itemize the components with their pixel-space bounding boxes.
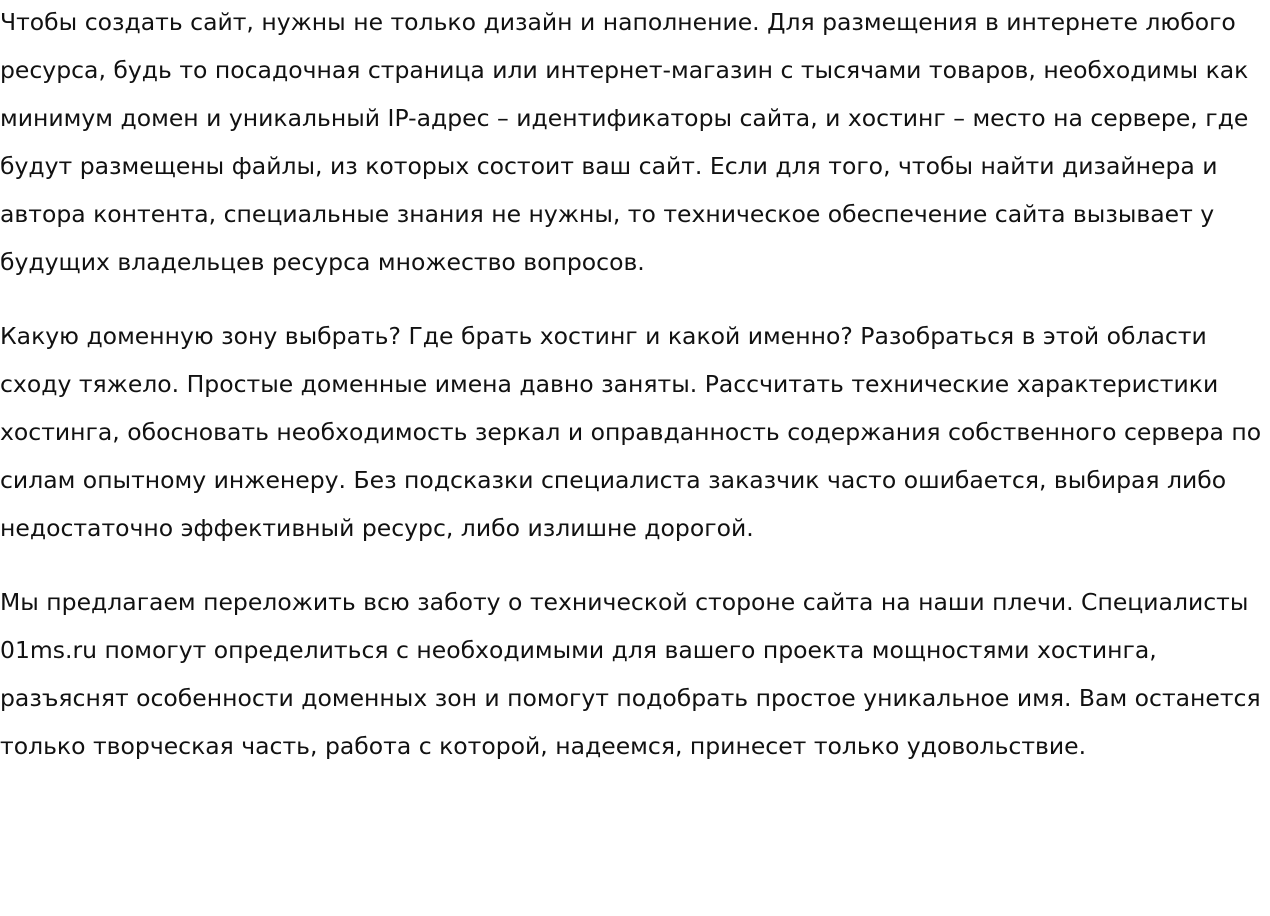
article-paragraph-1: Чтобы создать сайт, нужны не только дизайн и наполнение. Для размещения в интернете любого ресурса, будь то посадочная страница или интернет-магазин с тысячами товаров, необходимы как минимум домен и уникальный IP-адрес – идентификаторы сайта, и хостинг – место на сервере, где будут размещены файлы, из которых состоит ваш сайт. Если для того, чтобы найти дизайнера и автора контента, специальные знания не нужны, то техническое обеспечение сайта вызывает у будущих владельцев ресурса множество вопросов.	[0, 8, 1249, 276]
article-paragraph-2: Какую доменную зону выбрать? Где брать хостинг и какой именно? Разобраться в этой области сходу тяжело. Простые доменные имена давно заняты. Рассчитать технические характеристики хостинга, обосновать необходимость зеркал и оправданность содержания собственного сервера по силам опытному инженеру. Без подсказки специалиста заказчик часто ошибается, выбирая либо недостаточно эффективный ресурс, либо излишне дорогой.	[0, 322, 1262, 542]
article-paragraph-3: Мы предлагаем переложить всю заботу о технической стороне сайта на наши плечи. Специалисты 01ms.ru помогут определиться с необходимыми для вашего проекта мощностями хостинга, разъяснят особенности доменных зон и помогут подобрать простое уникальное имя. Вам останется только творческая часть, работа с которой, надеемся, принесет только удовольствие.	[0, 588, 1261, 760]
